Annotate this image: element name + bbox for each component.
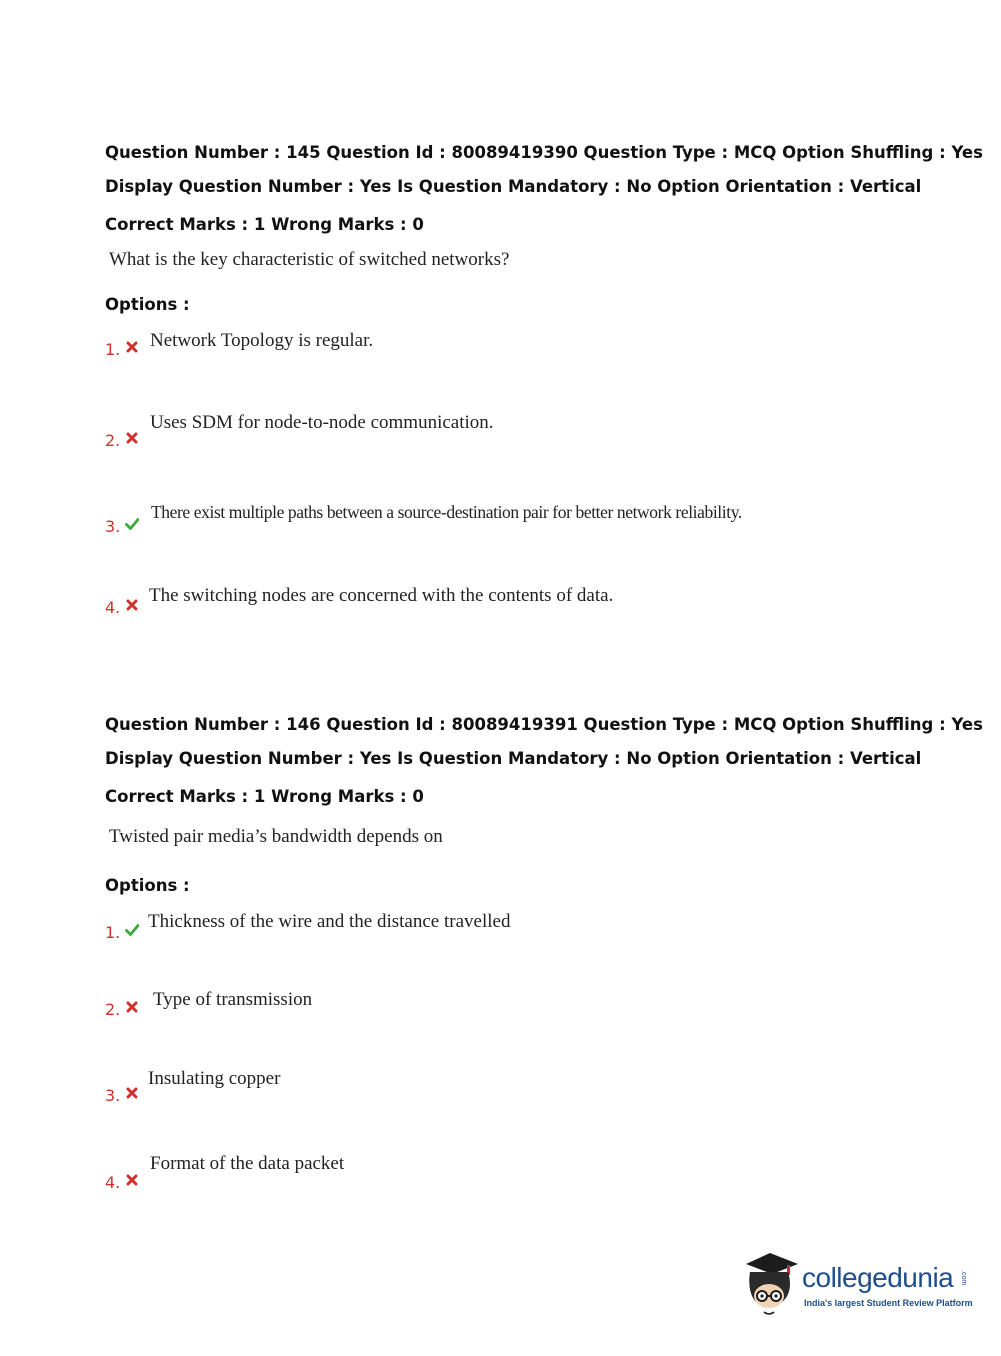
wrong-cross-icon	[125, 1000, 139, 1014]
collegedunia-logo[interactable]	[742, 1250, 972, 1320]
option-number: 3.	[105, 517, 121, 536]
question-meta-line2: Display Question Number : Yes Is Question Mandatory : No Option Orientation : Vertical	[105, 177, 922, 196]
question-text: Twisted pair media’s bandwidth depends on	[109, 826, 443, 847]
question-meta-line2: Display Question Number : Yes Is Question Mandatory : No Option Orientation : Vertical	[105, 749, 922, 768]
option-number: 4.	[105, 598, 121, 617]
wrong-cross-icon	[125, 598, 139, 612]
option-number: 1.	[105, 340, 121, 359]
option-number: 2.	[105, 431, 121, 450]
question-meta-line1: Question Number : 145 Question Id : 80089419390 Question Type : MCQ Option Shuffling : Yes	[105, 143, 983, 162]
option-text: Uses SDM for node-to-node communication.	[150, 412, 494, 433]
options-label: Options :	[105, 295, 190, 314]
option-text: There exist multiple paths between a source-destination pair for better network reliability.	[151, 502, 742, 522]
option-number: 1.	[105, 923, 121, 942]
options-label: Options :	[105, 876, 190, 895]
correct-check-icon	[125, 517, 139, 531]
option-text: Network Topology is regular.	[150, 330, 374, 351]
option-text: The switching nodes are concerned with the contents of data.	[149, 585, 614, 606]
question-text: What is the key characteristic of switched networks?	[109, 249, 510, 270]
option-text: Type of transmission	[153, 989, 313, 1010]
logo-domain-suffix: .com	[960, 1270, 967, 1286]
wrong-cross-icon	[125, 1086, 139, 1100]
question-meta-line1: Question Number : 146 Question Id : 80089419391 Question Type : MCQ Option Shuffling : Yes	[105, 715, 983, 734]
correct-check-icon	[125, 923, 139, 937]
option-number: 2.	[105, 1000, 121, 1019]
option-text: Format of the data packet	[150, 1153, 345, 1174]
option-number: 4.	[105, 1173, 121, 1192]
wrong-cross-icon	[125, 1173, 139, 1187]
question-meta-line3: Correct Marks : 1 Wrong Marks : 0	[105, 787, 424, 806]
option-text: Thickness of the wire and the distance travelled	[148, 911, 511, 932]
option-text: Insulating copper	[148, 1068, 281, 1089]
wrong-cross-icon	[125, 431, 139, 445]
question-meta-line3: Correct Marks : 1 Wrong Marks : 0	[105, 215, 424, 234]
wrong-cross-icon	[125, 340, 139, 354]
mascot-icon	[742, 1250, 804, 1320]
option-number: 3.	[105, 1086, 121, 1105]
logo-tagline: India's largest Student Review Platform	[804, 1298, 973, 1308]
logo-wordmark: collegedunia	[802, 1262, 954, 1293]
